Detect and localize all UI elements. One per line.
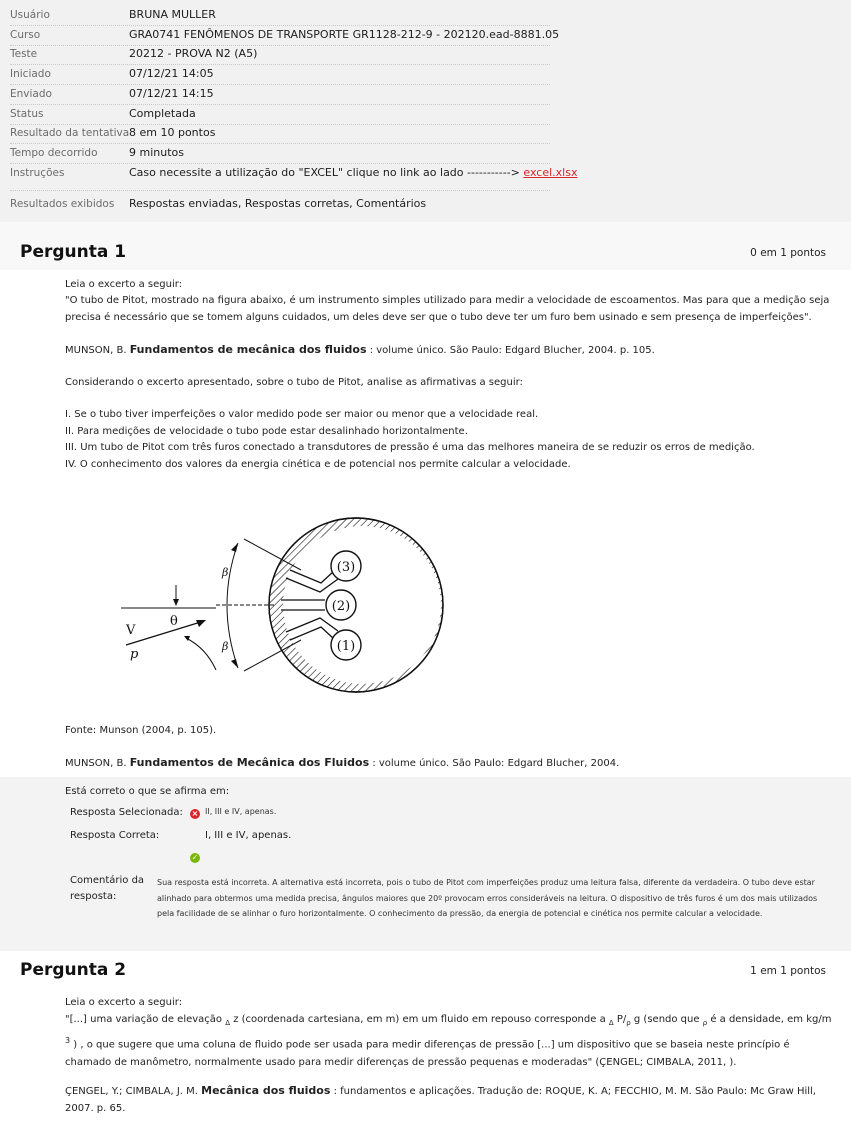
summary-label: Instruções (10, 167, 65, 179)
summary-value: 20212 - PROVA N2 (A5) (129, 47, 258, 60)
comment-label-line1: Comentário da (70, 875, 145, 886)
correct-answer-value: I, III e IV, apenas. (205, 830, 292, 841)
hole-2-label: (2) (331, 599, 351, 614)
q2-quote-text: ) , o que sugere que uma coluna de fluido pode ser usada para medir diferenças de pressão [...] um dispositivo que se baseia neste princípio é chamado de manômetro, normalmente usado para medir diferenças de pressão pequenas e moderadas" (ÇENGEL; CIMBALA, 2011, ). (65, 1039, 790, 1069)
hole-3-label: (3) (336, 560, 356, 575)
theta-label: θ (170, 614, 178, 629)
superscript-3: 3 (65, 1036, 71, 1045)
summary-value: Completada (129, 107, 196, 120)
q2-quote-text: g (sendo que (630, 1014, 703, 1025)
summary-row-started (10, 66, 550, 85)
question-2-title: Pergunta 2 (20, 960, 127, 980)
summary-label: Iniciado (10, 68, 51, 80)
ref-text: : fundamentos e aplicações. Tradução de: ROQUE, K. A; FECCHIO, M. M. São Paulo: Mc Graw Hill, 2007. p. 65. (65, 1086, 816, 1114)
q1-reference-1 (65, 341, 835, 359)
summary-label: Tempo decorrido (10, 147, 98, 159)
q1-item-3: III. Um tubo de Pitot com três furos conectado a transdutores de pressão é uma das melhores maneira de se reduzir os erros de medição. (65, 442, 755, 453)
instructions-text: Caso necessite a utilização do "EXCEL" clique no link ao lado -----------> (129, 166, 524, 179)
excel-link[interactable]: excel.xlsx (523, 166, 578, 179)
q1-quote: "O tubo de Pitot, mostrado na figura abaixo, é um instrumento simples utilizado para medir a velocidade de escoamentos. Mas para que a medição seja precisa é necessário que se tomem alguns cuidados, um deles deve ser que o tubo deve ter um furo bem usinado e sem presença de imperfeições". (65, 295, 830, 323)
ref-text: : volume único. São Paulo: Edgard Blucher, 2004. (369, 758, 620, 769)
ref-book-title: Fundamentos de mecânica dos fluidos (129, 343, 367, 356)
q2-reference (65, 1082, 825, 1117)
delta-symbol: Δ (608, 1019, 614, 1027)
pitot-tube-figure (66, 488, 487, 721)
summary-row-submitted (10, 86, 550, 105)
q1-item-1: I. Se o tubo tiver imperfeições o valor medido pode ser maior ou menor que a velocidade real. (65, 409, 539, 420)
beta-top: β (222, 566, 229, 579)
ref-book-title: Mecânica dos fluidos (201, 1084, 331, 1097)
ref-text: ÇENGEL, Y.; CIMBALA, J. M. (65, 1086, 202, 1097)
ref-text: : volume único. São Paulo: Edgard Blucher, 2004. p. 105. (366, 345, 655, 356)
ref-book-title: Fundamentos de Mecânica dos Fluidos (129, 756, 370, 769)
q2-quote-text: z (coordenada cartesiana, em m) em um fluido em repouso corresponde a (230, 1014, 609, 1025)
summary-label: Resultados exibidos (10, 198, 115, 210)
q1-question: Está correto o que se afirma em: (65, 786, 230, 797)
summary-row-user (10, 7, 550, 26)
summary-row-test (10, 46, 550, 65)
summary-label: Curso (10, 29, 41, 41)
question-1-points: 0 em 1 pontos (750, 247, 826, 259)
q2-quote-text: é a densidade, em kg/m (707, 1014, 832, 1025)
q1-reference-2 (65, 754, 835, 772)
selected-answer-label: Resposta Selecionada: (70, 807, 183, 818)
correct-answer-label: Resposta Correta: (70, 830, 160, 841)
q2-quote-text: "[...] uma variação de elevação (65, 1014, 226, 1025)
summary-label: Enviado (10, 88, 52, 100)
summary-label: Resultado da tentativa (10, 127, 130, 139)
summary-value: 8 em 10 pontos (129, 126, 216, 139)
selected-answer-value: II, III e IV, apenas. (205, 807, 277, 816)
summary-row-elapsed (10, 145, 550, 164)
q1-intro: Leia o excerto a seguir: (65, 279, 183, 290)
q2-quote (65, 1011, 835, 1072)
velocity-label: V (126, 623, 136, 638)
summary-value: Respostas enviadas, Respostas corretas, Comentários (129, 197, 427, 210)
summary-label: Teste (10, 48, 38, 60)
rho-symbol: ρ (702, 1019, 708, 1027)
summary-row-shown-results (10, 196, 550, 215)
summary-row-course (10, 27, 560, 46)
comment-label-line2: resposta: (70, 891, 117, 902)
q1-prompt: Considerando o excerto apresentado, sobre o tubo de Pitot, analise as afirmativas a seguir: (65, 377, 523, 388)
summary-row-instructions (10, 165, 578, 191)
delta-symbol: Δ (225, 1019, 231, 1027)
summary-value (129, 166, 577, 179)
answer-comment: Sua resposta está incorreta. A alternativa está incorreta, pois o tubo de Pitot com imperfeições produz uma leitura falsa, diferente da verdadeira. O tubo deve estar alinhado para obtermos uma medida precisa, ângulos maiores que 20º provocam erros consideráveis na leitura. O dispositivo de três furos é um dos mais utilizados pela facilidade de se alinhar o furo horizontalmente. O conhecimento da pressão, da energia de potencial e cinética nos permite calcular a velocidade. (157, 878, 818, 918)
correct-check-icon: ✓ (191, 853, 199, 862)
ref-text: MUNSON, B. (65, 345, 130, 356)
attempt-summary (0, 0, 851, 222)
summary-label: Status (10, 108, 44, 120)
question-2-points: 1 em 1 pontos (750, 965, 826, 977)
summary-value: GRA0741 FENÔMENOS DE TRANSPORTE GR1128-212-9 - 202120.ead-8881.05 (129, 28, 560, 41)
q1-item-2: II. Para medições de velocidade o tubo pode estar desalinhado horizontalmente. (65, 426, 468, 437)
summary-value: 07/12/21 14:15 (129, 87, 214, 100)
pressure-label: p (130, 647, 139, 662)
summary-value: 07/12/21 14:05 (129, 67, 214, 80)
hole-1-label: (1) (336, 639, 356, 654)
question-1-feedback (0, 777, 851, 951)
q2-intro: Leia o excerto a seguir: (65, 997, 183, 1008)
rho-symbol: ρ (626, 1019, 631, 1027)
summary-row-result (10, 125, 550, 144)
q1-item-4: IV. O conhecimento dos valores da energia cinética e de potencial nos permite calcular a velocidade. (65, 459, 571, 470)
summary-label: Usuário (10, 9, 50, 21)
ref-text: MUNSON, B. (65, 758, 130, 769)
summary-row-status (10, 106, 550, 125)
beta-bottom: β (222, 640, 229, 653)
summary-value: BRUNA MULLER (129, 8, 216, 21)
question-1-title: Pergunta 1 (20, 242, 127, 262)
incorrect-icon: × (191, 809, 199, 818)
summary-value: 9 minutos (129, 146, 184, 159)
q2-quote-text: P/ (613, 1014, 627, 1025)
q1-figure-source: Fonte: Munson (2004, p. 105). (65, 725, 217, 736)
